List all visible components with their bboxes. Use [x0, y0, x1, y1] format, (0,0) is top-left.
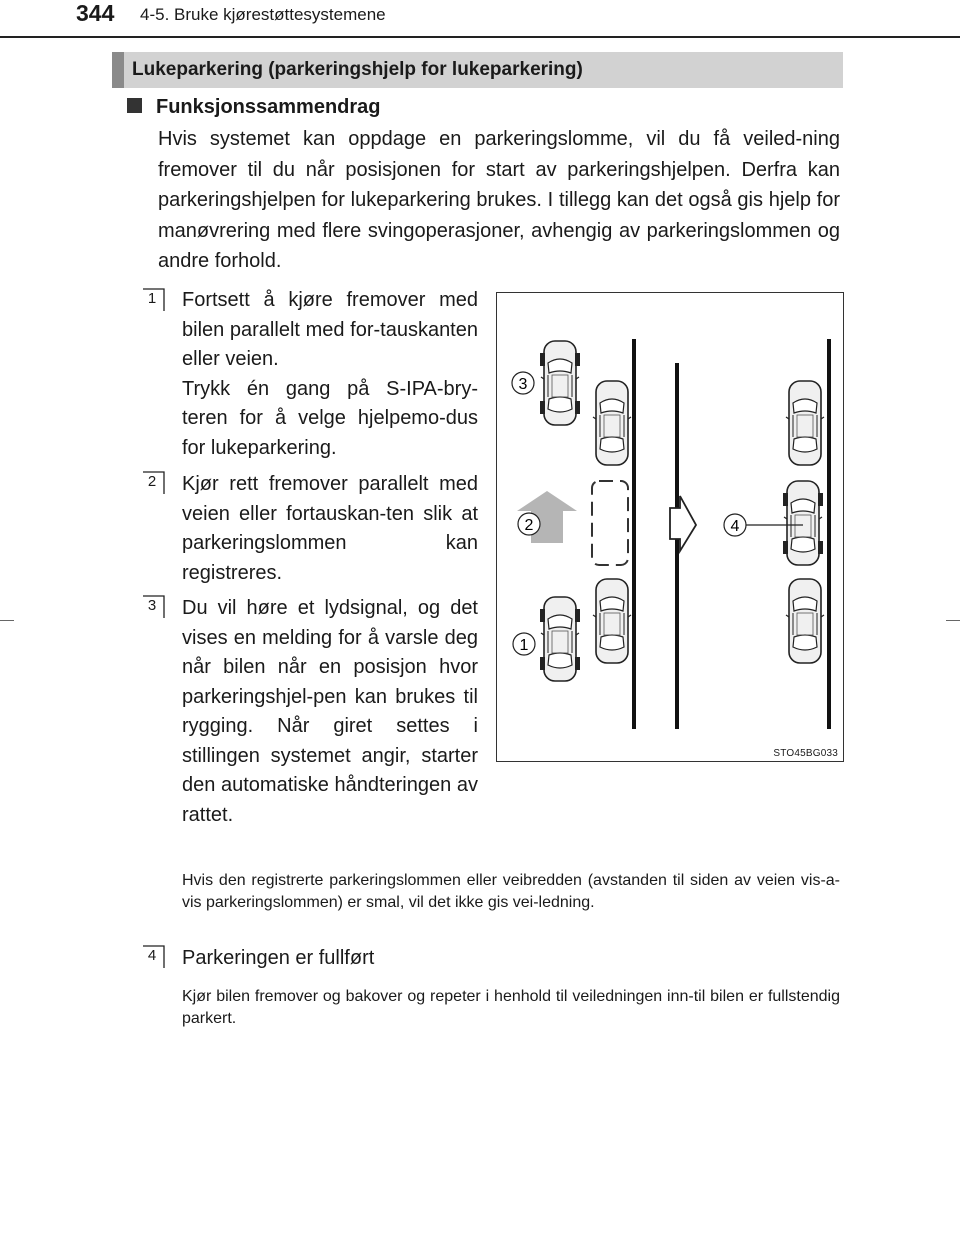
step-number-label: 4 — [147, 947, 157, 964]
step-number-label: 3 — [147, 597, 157, 614]
summary-heading — [127, 96, 381, 119]
crop-mark — [946, 620, 960, 621]
parked-car — [593, 381, 631, 465]
square-bullet-icon — [127, 98, 142, 113]
step-number-2 — [142, 470, 168, 496]
chapter-title: 4-5. Bruke kjørestøttesystemene — [140, 5, 386, 24]
callout-label: 4 — [730, 518, 740, 535]
step-3-note: Hvis den registrerte parkeringslommen eller veibredden (avstanden til siden av veien vis-a-vis parkeringslommen) er smal, vil det ikke gis vei-ledning. — [182, 872, 840, 911]
header-divider — [0, 36, 960, 38]
parking-diagram — [497, 293, 845, 763]
parking-illustration — [496, 292, 844, 762]
step-number-label: 2 — [147, 473, 157, 490]
section-bar-accent — [112, 52, 124, 88]
step-1-text-2: Trykk én gang på S-IPA-bry-teren for å velge hjelpemo-dus for lukeparkering. — [182, 377, 478, 459]
step-number-1 — [142, 287, 168, 313]
step-2-text: Kjør rett fremover parallelt med veien eller fortauskan-ten slik at parkeringslommen kan registreres. — [182, 473, 478, 584]
step-number-3 — [142, 594, 168, 620]
parked-car — [786, 579, 824, 663]
summary-text: Hvis systemet kan oppdage en parkeringslomme, vil du få veiled-ning fremover til du når posisjonen for start av parkeringshjelpen. Derfra kan parkeringshjelpen for lukeparkering brukes. I tillegg kan det også gis hjelp for manøvrering med flere svingoperasjoner, avhengig av parkeringslommen og andre forhold. — [158, 128, 840, 272]
step-4-text: Parkeringen er fullført — [182, 947, 375, 969]
callout-label: 1 — [519, 637, 529, 654]
callout-label: 2 — [524, 517, 534, 534]
step-1-text: Fortsett å kjøre fremover med bilen parallelt med for-tauskanten eller veien. — [182, 289, 478, 370]
section-title: Lukeparkering (parkeringshjelp for lukeparkering) — [132, 59, 583, 80]
parked-own-car — [783, 481, 823, 565]
summary-heading-text: Funksjonssammendrag — [156, 96, 381, 118]
step-3-text: Du vil høre et lydsignal, og det vises en melding for å varsle deg når bilen når en posisjon hvor parkeringshjel-pen kan brukes til rygging. Når giret settes i stillingen systemet angir, starter den automatiske håndteringen av rattet. — [182, 597, 478, 826]
own-car-position-3 — [540, 341, 580, 425]
step-2 — [182, 470, 478, 588]
step-number-4 — [142, 944, 168, 970]
figure-code: STO45BG033 — [773, 748, 838, 759]
crop-mark — [0, 620, 14, 621]
step-4 — [182, 944, 822, 974]
step-3 — [182, 594, 478, 830]
parked-car — [593, 579, 631, 663]
right-arrow-icon — [670, 496, 696, 551]
step-number-label: 1 — [147, 290, 157, 307]
section-title-bar — [112, 52, 843, 88]
callout-label: 3 — [518, 376, 528, 393]
parked-car — [786, 381, 824, 465]
step-1 — [182, 286, 478, 463]
own-car-position-1 — [540, 597, 580, 681]
parking-pocket-outline — [592, 481, 628, 565]
step-4-note: Kjør bilen fremover og bakover og repeter i henhold til veiledningen inn-til bilen er fullstendig parkert. — [182, 988, 840, 1027]
page-number: 344 — [76, 0, 115, 26]
